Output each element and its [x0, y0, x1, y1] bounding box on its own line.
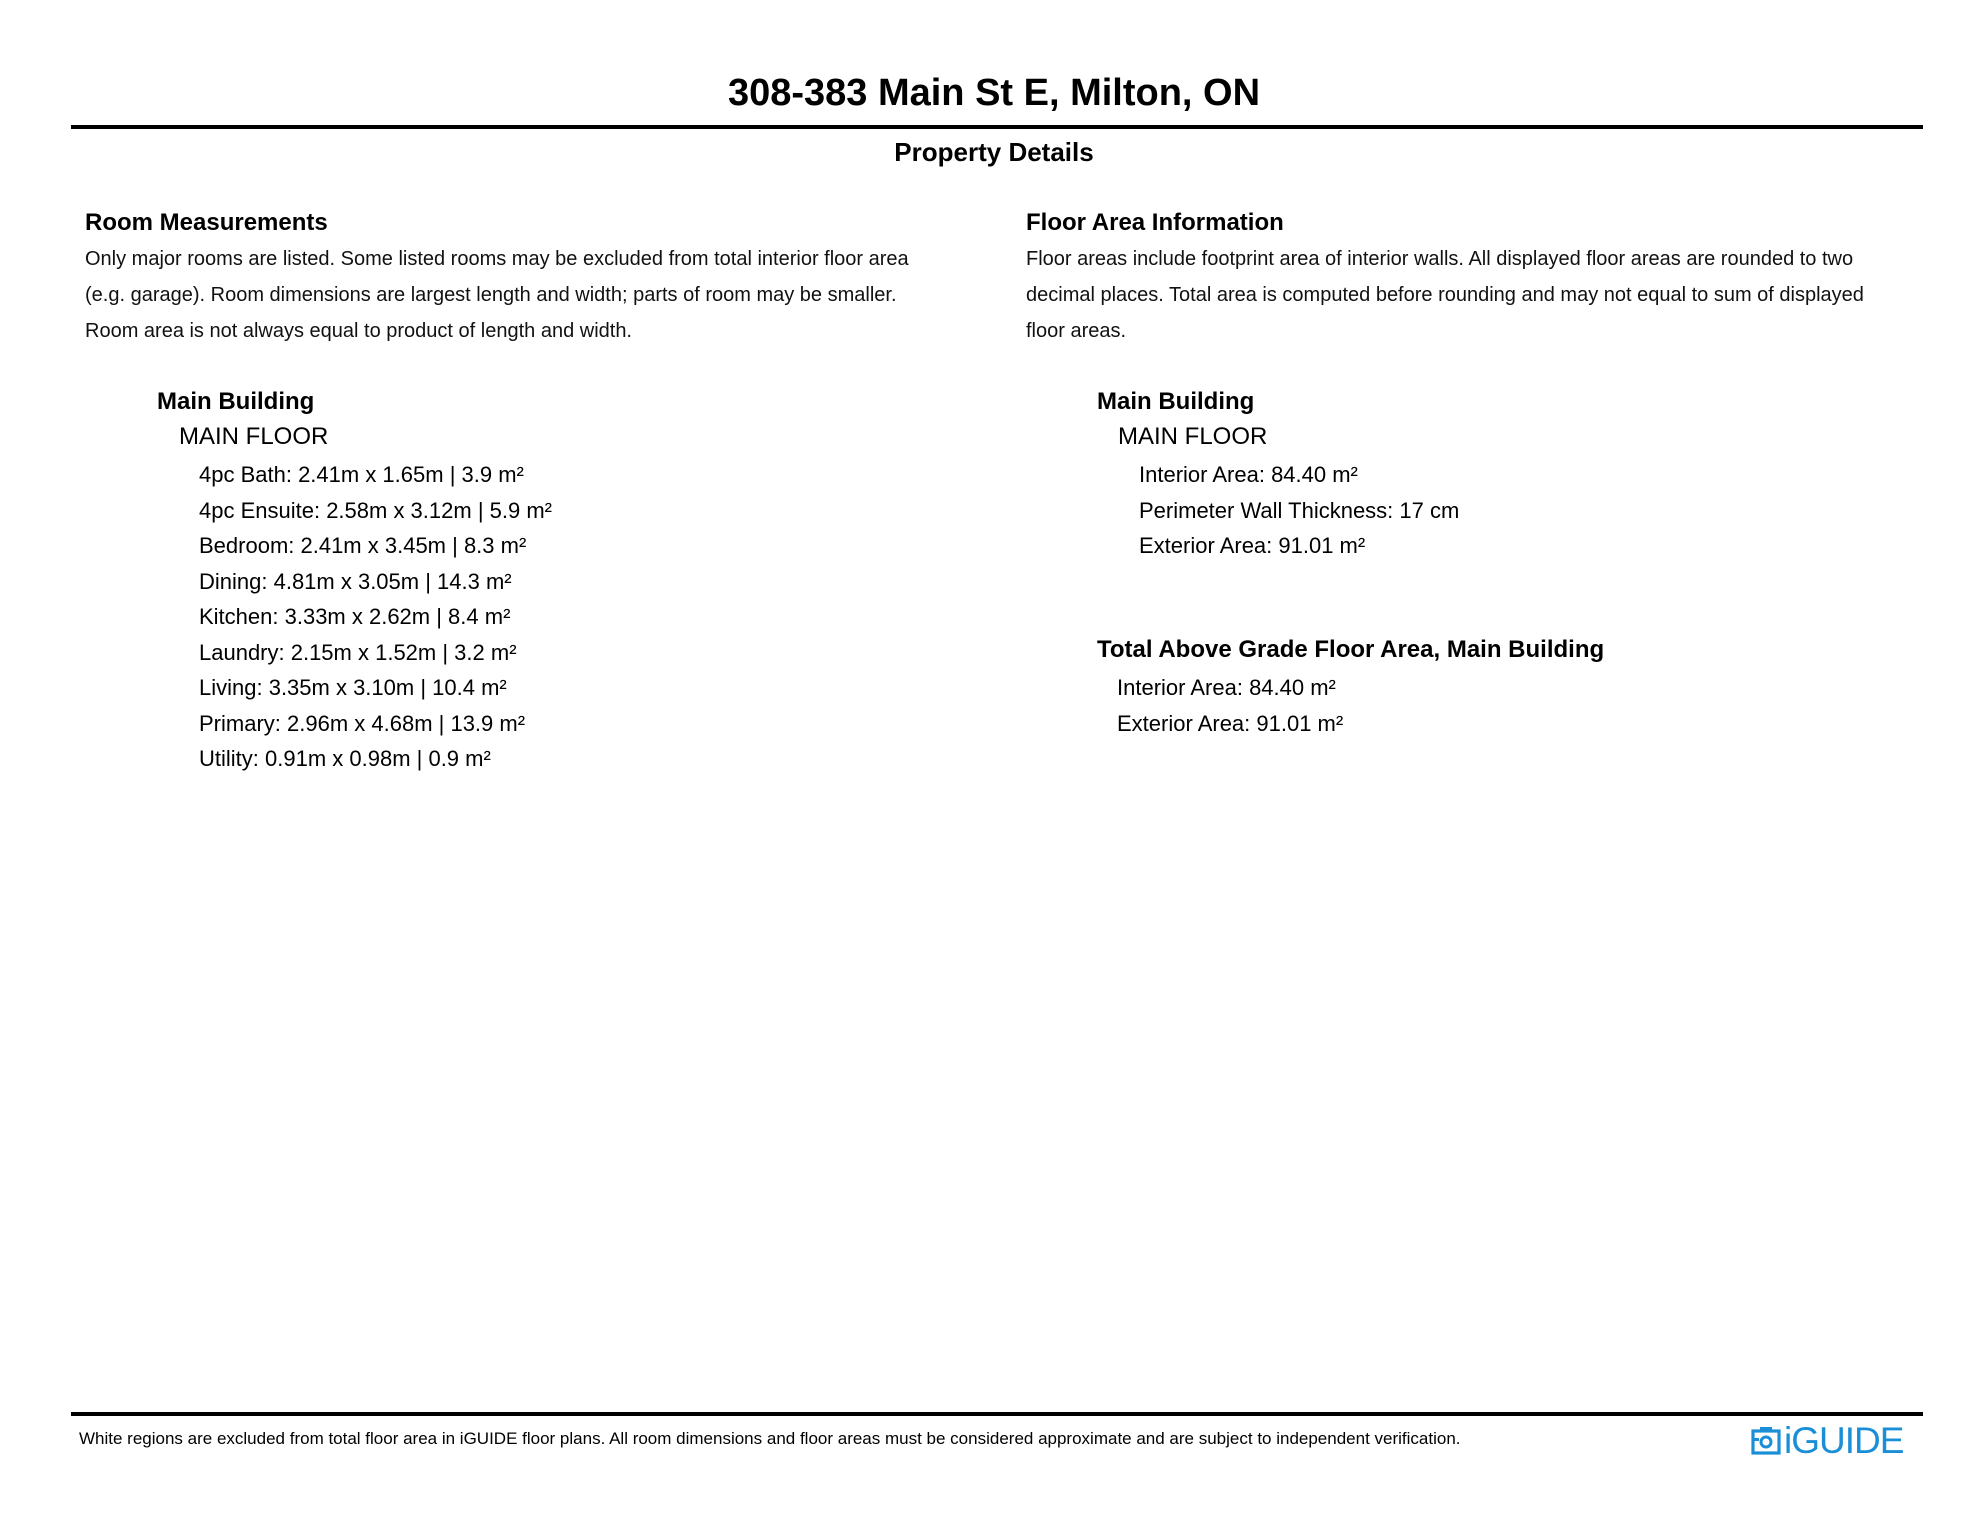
total-area-list	[1117, 670, 1343, 741]
camera-icon	[1751, 1425, 1781, 1457]
total-area-entry: Exterior Area: 91.01 m²	[1117, 710, 1344, 736]
room-entry: 4pc Bath: 2.41m x 1.65m | 3.9 m²	[199, 462, 524, 487]
iguide-logo	[1751, 1421, 1911, 1461]
room-entry: 4pc Ensuite: 2.58m x 3.12m | 5.9 m²	[199, 497, 552, 523]
description-line: decimal places. Total area is computed before rounding and may not equal to sum of displayed	[1026, 284, 1864, 306]
rooms-floor-label: MAIN FLOOR	[179, 423, 329, 450]
description-line: Only major rooms are listed. Some listed rooms may be excluded from total interior floor area	[85, 248, 909, 270]
description-line: Floor areas include footprint area of interior walls. All displayed floor areas are rounded to two	[1026, 248, 1854, 270]
room-entry: Bedroom: 2.41m x 3.45m | 8.3 m²	[199, 533, 527, 558]
floor-area-heading: Floor Area Information	[1026, 209, 1284, 236]
description-line: Room area is not always equal to product of length and width.	[85, 320, 632, 342]
room-entry: Kitchen: 3.33m x 2.62m | 8.4 m²	[199, 604, 511, 629]
logo-text: iGUIDE	[1784, 1420, 1904, 1461]
area-floor-label: MAIN FLOOR	[1118, 423, 1268, 450]
room-entry: Primary: 2.96m x 4.68m | 13.9 m²	[199, 710, 526, 736]
floor-area-description	[1026, 241, 1864, 349]
room-measurements-heading: Room Measurements	[85, 209, 328, 236]
room-list	[199, 457, 552, 777]
header-divider	[71, 125, 1923, 129]
total-area-entry: Interior Area: 84.40 m²	[1117, 675, 1336, 700]
area-entry: Exterior Area: 91.01 m²	[1139, 533, 1366, 558]
description-line: floor areas.	[1026, 320, 1127, 342]
total-area-heading: Total Above Grade Floor Area, Main Building	[1097, 636, 1605, 663]
page-subtitle: Property Details	[894, 137, 1094, 167]
description-line: (e.g. garage). Room dimensions are largest length and width; parts of room may be smaller.	[85, 284, 897, 306]
area-entry: Perimeter Wall Thickness: 17 cm	[1139, 497, 1460, 523]
room-entry: Living: 3.35m x 3.10m | 10.4 m²	[199, 675, 507, 700]
area-list	[1139, 457, 1459, 564]
room-entry: Utility: 0.91m x 0.98m | 0.9 m²	[199, 746, 491, 771]
room-entry: Dining: 4.81m x 3.05m | 14.3 m²	[199, 568, 512, 594]
room-entry: Laundry: 2.15m x 1.52m | 3.2 m²	[199, 639, 517, 665]
room-measurements-description	[85, 241, 909, 349]
rooms-building-heading: Main Building	[157, 388, 315, 415]
footer-disclaimer: White regions are excluded from total floor area in iGUIDE floor plans. All room dimensions and floor areas must be considered approximate and are subject to independent verification.	[79, 1429, 1461, 1448]
footer-divider	[71, 1412, 1923, 1416]
area-building-heading: Main Building	[1097, 388, 1255, 415]
page-title: 308-383 Main St E, Milton, ON	[727, 72, 1261, 114]
area-entry: Interior Area: 84.40 m²	[1139, 462, 1358, 487]
